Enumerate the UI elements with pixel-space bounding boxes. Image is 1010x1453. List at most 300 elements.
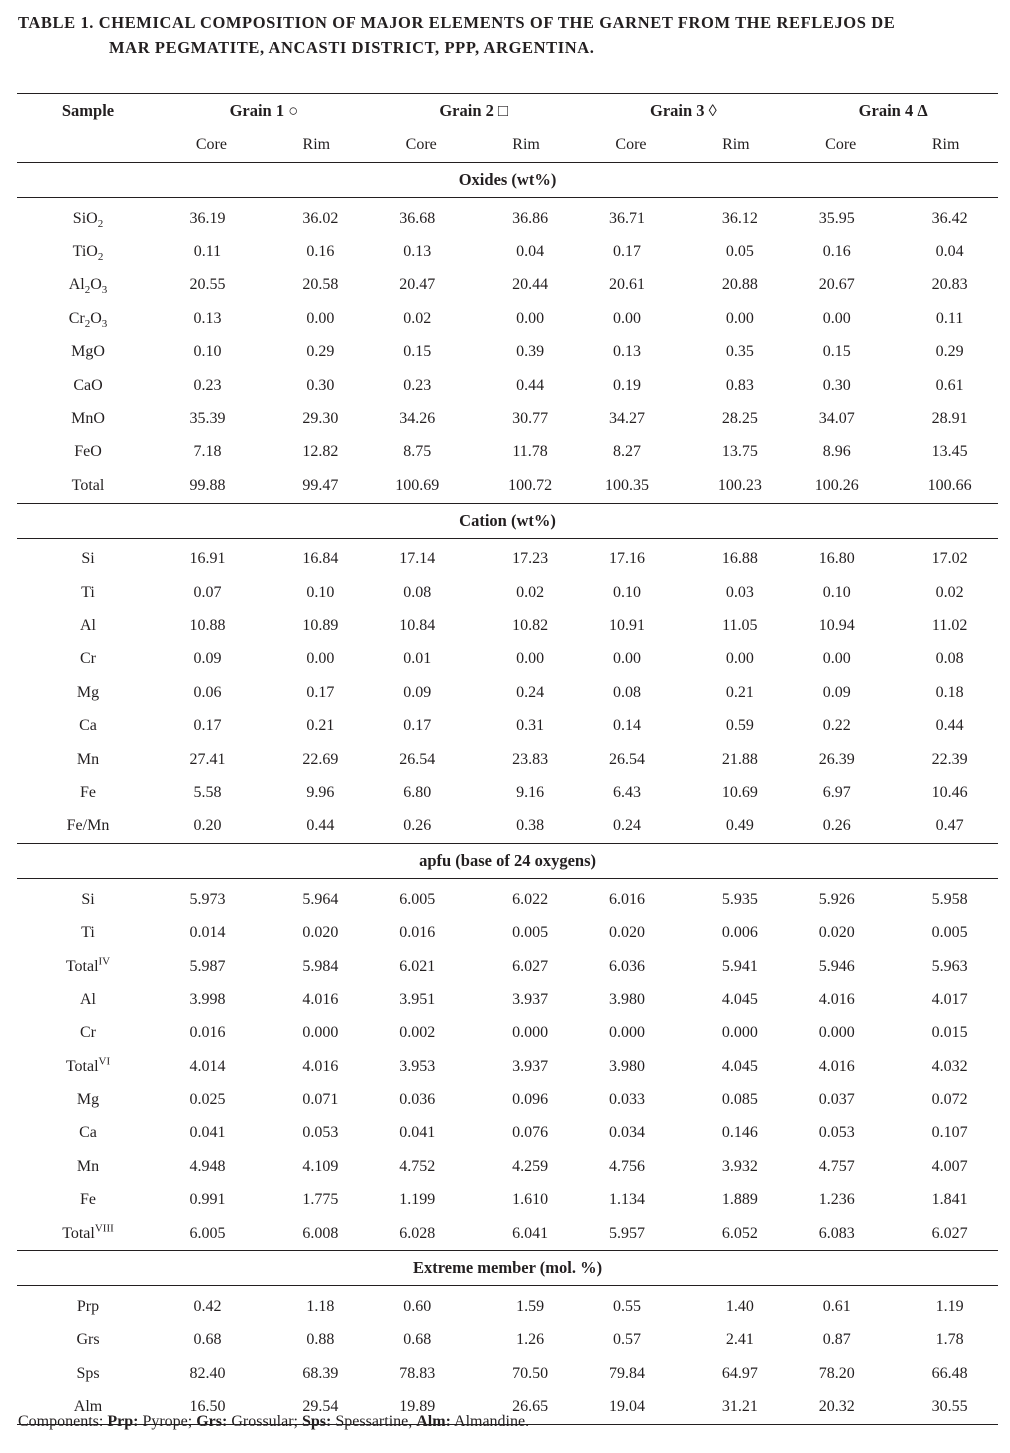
value-cell: 0.10 <box>193 343 222 361</box>
row-label: Total$^{VIII}$ <box>17 1217 159 1251</box>
value-cell: 0.61 <box>822 1298 851 1316</box>
value-cell: 0.085 <box>721 1091 758 1109</box>
value-cell: 6.027 <box>893 1217 998 1251</box>
value-cell: 6.97 <box>822 783 851 801</box>
row-label: Si <box>81 890 95 908</box>
row-label: TiO$_2$ <box>72 243 104 264</box>
value-cell: 0.071 <box>302 1091 339 1109</box>
value-cell: 6.021 <box>399 957 436 975</box>
value-cell: 4.016 <box>302 1057 339 1075</box>
value-cell: 6.083 <box>788 1217 893 1251</box>
value-cell: 0.39 <box>516 343 545 361</box>
value-cell: 0.68 <box>193 1331 222 1349</box>
value-cell: 5.964 <box>302 890 339 908</box>
value-cell: 0.31 <box>516 717 545 735</box>
value-cell: 0.000 <box>302 1024 339 1042</box>
value-cell: 36.68 <box>399 209 436 227</box>
row-label: Grs <box>76 1331 100 1349</box>
value-cell: 26.65 <box>474 1391 579 1425</box>
row-label: Mn <box>76 750 100 768</box>
value-cell: 17.02 <box>931 550 968 568</box>
table-row <box>17 1150 998 1183</box>
value-cell: 29.54 <box>264 1391 369 1425</box>
value-cell: 6.028 <box>369 1217 474 1251</box>
value-cell: 0.146 <box>721 1124 758 1142</box>
value-cell: 0.08 <box>935 650 964 668</box>
value-cell: 0.44 <box>935 717 964 735</box>
value-cell: 0.16 <box>822 243 851 261</box>
value-cell: 1.78 <box>935 1331 964 1349</box>
value-cell: 10.88 <box>189 616 226 634</box>
value-cell: 0.23 <box>193 376 222 394</box>
value-cell: 30.77 <box>512 410 549 428</box>
value-cell: 0.23 <box>403 376 432 394</box>
value-cell: 5.946 <box>818 957 855 975</box>
row-label: Ca <box>79 1124 97 1142</box>
value-cell: 6.022 <box>512 890 549 908</box>
value-cell: 0.13 <box>403 243 432 261</box>
value-cell: 0.55 <box>612 1298 641 1316</box>
table-row <box>17 1357 998 1390</box>
grain-2-header: Grain 2 □ <box>369 94 579 129</box>
value-cell: 100.66 <box>893 469 998 503</box>
value-cell: 100.35 <box>579 469 684 503</box>
row-label: Fe/Mn <box>17 810 159 844</box>
row-label: SiO$_2$ <box>72 209 104 230</box>
value-cell: 1.134 <box>608 1191 645 1209</box>
value-cell: 0.00 <box>822 309 851 327</box>
value-cell: 66.48 <box>931 1364 968 1382</box>
value-cell: 0.00 <box>306 650 335 668</box>
empty-header-cell <box>17 128 159 163</box>
table-row <box>17 269 998 302</box>
value-cell: 4.259 <box>512 1157 549 1175</box>
value-cell: 0.10 <box>612 583 641 601</box>
value-cell: 20.47 <box>399 276 436 294</box>
value-cell: 100.69 <box>369 469 474 503</box>
value-cell: 0.83 <box>725 376 754 394</box>
value-cell: 3.953 <box>399 1057 436 1075</box>
rim-header: Rim <box>893 128 998 163</box>
value-cell: 79.84 <box>608 1364 645 1382</box>
value-cell: 0.26 <box>369 810 474 844</box>
value-cell: 0.14 <box>612 717 641 735</box>
value-cell: 20.88 <box>721 276 758 294</box>
value-cell: 0.025 <box>189 1091 226 1109</box>
row-label: MgO <box>71 343 105 361</box>
value-cell: 3.980 <box>608 1057 645 1075</box>
value-cell: 0.09 <box>822 683 851 701</box>
value-cell: 0.08 <box>612 683 641 701</box>
value-cell: 5.957 <box>579 1217 684 1251</box>
footnote-name-grs: Grossular; <box>227 1413 302 1430</box>
table-row <box>17 302 998 335</box>
value-cell: 2.41 <box>725 1331 754 1349</box>
value-cell: 4.109 <box>302 1157 339 1175</box>
value-cell: 28.25 <box>721 410 758 428</box>
value-cell: 3.980 <box>608 990 645 1008</box>
value-cell: 0.006 <box>721 924 758 942</box>
value-cell: 0.09 <box>193 650 222 668</box>
value-cell: 0.15 <box>822 343 851 361</box>
value-cell: 35.39 <box>189 410 226 428</box>
value-cell: 1.59 <box>516 1298 545 1316</box>
value-cell: 0.016 <box>189 1024 226 1042</box>
value-cell: 82.40 <box>189 1364 226 1382</box>
value-cell: 0.35 <box>725 343 754 361</box>
value-cell: 0.00 <box>725 650 754 668</box>
row-label: MnO <box>71 410 105 428</box>
table-title-line-1: TABLE 1. CHEMICAL COMPOSITION OF MAJOR ELEMENTS OF THE GARNET FROM THE REFLEJOS DE <box>18 13 896 32</box>
table-row <box>17 810 998 844</box>
row-label: Si <box>81 550 95 568</box>
value-cell: 4.016 <box>818 1057 855 1075</box>
table-row <box>17 436 998 469</box>
section-header-row <box>17 163 998 198</box>
table-row <box>17 1083 998 1116</box>
value-cell: 20.44 <box>512 276 549 294</box>
value-cell: 6.052 <box>683 1217 788 1251</box>
value-cell: 10.69 <box>721 783 758 801</box>
section-header-row <box>17 844 998 879</box>
value-cell: 0.015 <box>931 1024 968 1042</box>
section-title: Oxides (wt%) <box>17 163 998 198</box>
core-header: Core <box>159 128 264 163</box>
value-cell: 0.17 <box>612 243 641 261</box>
value-cell: 0.17 <box>306 683 335 701</box>
row-label: Ti <box>81 583 95 601</box>
footnote-name-prp: Pyrope; <box>138 1413 197 1430</box>
row-label: Al <box>80 616 96 634</box>
table-row <box>17 336 998 369</box>
value-cell: 13.75 <box>721 443 758 461</box>
garnet-composition-table <box>17 93 998 1425</box>
value-cell: 68.39 <box>302 1364 339 1382</box>
footnote-abbr-sps: Sps: <box>302 1413 332 1430</box>
row-label: Sps <box>76 1364 100 1382</box>
value-cell: 21.88 <box>721 750 758 768</box>
value-cell: 6.43 <box>612 783 641 801</box>
value-cell: 29.30 <box>302 410 339 428</box>
value-cell: 34.26 <box>399 410 436 428</box>
value-cell: 20.58 <box>302 276 339 294</box>
value-cell: 10.46 <box>931 783 968 801</box>
value-cell: 1.889 <box>721 1191 758 1209</box>
value-cell: 4.032 <box>931 1057 968 1075</box>
value-cell: 5.973 <box>189 890 226 908</box>
rim-header: Rim <box>264 128 369 163</box>
value-cell: 0.44 <box>264 810 369 844</box>
value-cell: 0.21 <box>725 683 754 701</box>
row-label: Mg <box>76 1091 100 1109</box>
value-cell: 0.06 <box>193 683 222 701</box>
value-cell: 4.014 <box>189 1057 226 1075</box>
value-cell: 0.11 <box>193 243 222 261</box>
value-cell: 20.61 <box>608 276 645 294</box>
value-cell: 0.04 <box>516 243 545 261</box>
value-cell: 1.26 <box>516 1331 545 1349</box>
value-cell: 5.958 <box>931 890 968 908</box>
value-cell: 4.752 <box>399 1157 436 1175</box>
value-cell: 1.841 <box>931 1191 968 1209</box>
table-row <box>17 1017 998 1050</box>
value-cell: 0.21 <box>306 717 335 735</box>
value-cell: 36.86 <box>512 209 549 227</box>
value-cell: 3.951 <box>399 990 436 1008</box>
value-cell: 4.007 <box>931 1157 968 1175</box>
value-cell: 5.941 <box>721 957 758 975</box>
value-cell: 1.775 <box>302 1191 339 1209</box>
section-header-row <box>17 503 998 538</box>
value-cell: 6.005 <box>399 890 436 908</box>
value-cell: 1.199 <box>399 1191 436 1209</box>
value-cell: 17.14 <box>399 550 436 568</box>
value-cell: 0.10 <box>822 583 851 601</box>
value-cell: 99.88 <box>159 469 264 503</box>
value-cell: 28.91 <box>931 410 968 428</box>
value-cell: 17.16 <box>608 550 645 568</box>
value-cell: 1.18 <box>306 1298 335 1316</box>
row-label: $Cr_2O_3$ <box>68 309 108 331</box>
value-cell: 30.55 <box>893 1391 998 1425</box>
value-cell: 99.47 <box>264 469 369 503</box>
value-cell: 0.19 <box>612 376 641 394</box>
value-cell: 20.83 <box>931 276 968 294</box>
value-cell: 70.50 <box>512 1364 549 1382</box>
value-cell: 0.42 <box>193 1298 222 1316</box>
value-cell: 9.16 <box>516 783 545 801</box>
value-cell: 78.20 <box>818 1364 855 1382</box>
row-label: Ca <box>79 717 97 735</box>
value-cell: 0.02 <box>403 309 432 327</box>
value-cell: 0.68 <box>403 1331 432 1349</box>
value-cell: 17.23 <box>512 550 549 568</box>
value-cell: 34.27 <box>608 410 645 428</box>
value-cell: 100.72 <box>474 469 579 503</box>
value-cell: 5.935 <box>721 890 758 908</box>
value-cell: 0.041 <box>189 1124 226 1142</box>
value-cell: 10.84 <box>399 616 436 634</box>
value-cell: 16.80 <box>818 550 855 568</box>
value-cell: 0.16 <box>306 243 335 261</box>
row-label: Al <box>80 990 96 1008</box>
value-cell: 0.22 <box>822 717 851 735</box>
value-cell: 0.00 <box>516 650 545 668</box>
value-cell: 11.02 <box>931 616 968 634</box>
value-cell: 0.87 <box>822 1331 851 1349</box>
row-label: $Al_2O_3$ <box>68 276 108 297</box>
value-cell: 0.47 <box>893 810 998 844</box>
table-body <box>17 163 998 1425</box>
table-row <box>17 576 998 609</box>
table-row <box>17 776 998 809</box>
table-row <box>17 402 998 435</box>
row-label: Cr <box>80 1024 96 1042</box>
value-cell: 19.89 <box>369 1391 474 1425</box>
grain-4-header: Grain 4 Δ <box>788 94 998 129</box>
value-cell: 0.17 <box>193 717 222 735</box>
value-cell: 13.45 <box>931 443 968 461</box>
value-cell: 0.18 <box>935 683 964 701</box>
value-cell: 0.020 <box>608 924 645 942</box>
value-cell: 0.002 <box>399 1024 436 1042</box>
value-cell: 0.016 <box>399 924 436 942</box>
value-cell: 0.20 <box>159 810 264 844</box>
value-cell: 0.00 <box>725 309 754 327</box>
value-cell: 6.036 <box>608 957 645 975</box>
value-cell: 0.00 <box>516 309 545 327</box>
row-label: Alm <box>17 1391 159 1425</box>
table-row <box>17 469 998 503</box>
value-cell: 0.020 <box>302 924 339 942</box>
value-cell: 0.29 <box>306 343 335 361</box>
value-cell: 0.38 <box>474 810 579 844</box>
value-cell: 0.053 <box>302 1124 339 1142</box>
table-title-line-2: MAR PEGMATITE, ANCASTI DISTRICT, PPP, ARGENTINA. <box>109 38 595 57</box>
value-cell: 11.05 <box>722 616 758 634</box>
value-cell: 16.88 <box>721 550 758 568</box>
row-label: Cr <box>80 650 96 668</box>
value-cell: 0.991 <box>189 1191 226 1209</box>
value-cell: 64.97 <box>721 1364 758 1382</box>
value-cell: 4.756 <box>608 1157 645 1175</box>
value-cell: 11.78 <box>512 443 548 461</box>
value-cell: 6.016 <box>608 890 645 908</box>
value-cell: 5.963 <box>931 957 968 975</box>
grain-3-header: Grain 3 ◊ <box>579 94 789 129</box>
value-cell: 5.926 <box>818 890 855 908</box>
value-cell: 0.44 <box>516 376 545 394</box>
value-cell: 5.987 <box>189 957 226 975</box>
value-cell: 0.10 <box>306 583 335 601</box>
table-row <box>17 538 998 576</box>
value-cell: 8.75 <box>403 443 432 461</box>
value-cell: 35.95 <box>818 209 855 227</box>
value-cell: 0.01 <box>403 650 432 668</box>
value-cell: 20.55 <box>189 276 226 294</box>
footnote-abbr-grs: Grs: <box>196 1413 228 1430</box>
row-label: Ti <box>81 924 95 942</box>
value-cell: 0.15 <box>403 343 432 361</box>
value-cell: 4.017 <box>931 990 968 1008</box>
value-cell: 0.02 <box>516 583 545 601</box>
value-cell: 4.045 <box>721 1057 758 1075</box>
table-row <box>17 1324 998 1357</box>
value-cell: 31.21 <box>683 1391 788 1425</box>
table-title <box>18 10 1003 60</box>
value-cell: 0.034 <box>608 1124 645 1142</box>
value-cell: 1.236 <box>818 1191 855 1209</box>
value-cell: 27.41 <box>189 750 226 768</box>
value-cell: 0.13 <box>612 343 641 361</box>
value-cell: 36.02 <box>302 209 339 227</box>
value-cell: 10.82 <box>512 616 549 634</box>
value-cell: 0.08 <box>403 583 432 601</box>
value-cell: 6.008 <box>264 1217 369 1251</box>
core-header: Core <box>579 128 684 163</box>
value-cell: 0.00 <box>822 650 851 668</box>
value-cell: 20.67 <box>818 276 855 294</box>
value-cell: 0.24 <box>579 810 684 844</box>
value-cell: 0.29 <box>935 343 964 361</box>
rim-header: Rim <box>683 128 788 163</box>
footnote <box>18 1413 529 1431</box>
value-cell: 0.107 <box>931 1124 968 1142</box>
value-cell: 10.89 <box>302 616 339 634</box>
value-cell: 0.88 <box>306 1331 335 1349</box>
value-cell: 34.07 <box>818 410 855 428</box>
value-cell: 0.49 <box>683 810 788 844</box>
row-label: Prp <box>76 1298 100 1316</box>
value-cell: 0.005 <box>512 924 549 942</box>
value-cell: 0.26 <box>788 810 893 844</box>
value-cell: 0.17 <box>403 717 432 735</box>
core-rim-header-row <box>17 128 998 163</box>
value-cell: 3.937 <box>512 990 549 1008</box>
value-cell: 3.937 <box>512 1057 549 1075</box>
value-cell: 0.24 <box>516 683 545 701</box>
value-cell: 0.053 <box>818 1124 855 1142</box>
value-cell: 0.000 <box>608 1024 645 1042</box>
value-cell: 16.84 <box>302 550 339 568</box>
value-cell: 12.82 <box>302 443 339 461</box>
value-cell: 6.041 <box>474 1217 579 1251</box>
value-cell: 0.02 <box>935 583 964 601</box>
value-cell: 0.00 <box>306 309 335 327</box>
value-cell: 9.96 <box>306 783 335 801</box>
row-label: Total$^{IV}$ <box>65 955 111 975</box>
value-cell: 3.932 <box>721 1157 758 1175</box>
footnote-lead: Components: <box>18 1413 108 1430</box>
value-cell: 0.000 <box>721 1024 758 1042</box>
value-cell: 8.27 <box>612 443 641 461</box>
value-cell: 4.757 <box>818 1157 855 1175</box>
value-cell: 1.19 <box>935 1298 964 1316</box>
value-cell: 10.91 <box>608 616 645 634</box>
value-cell: 22.39 <box>931 750 968 768</box>
value-cell: 0.014 <box>189 924 226 942</box>
value-cell: 1.610 <box>512 1191 549 1209</box>
table-row <box>17 950 998 983</box>
row-label: FeO <box>74 443 102 461</box>
value-cell: 0.072 <box>931 1091 968 1109</box>
table-row <box>17 709 998 742</box>
core-header: Core <box>369 128 474 163</box>
value-cell: 6.027 <box>512 957 549 975</box>
value-cell: 4.016 <box>302 990 339 1008</box>
table-row <box>17 609 998 642</box>
value-cell: 0.61 <box>935 376 964 394</box>
value-cell: 4.016 <box>818 990 855 1008</box>
grain-1-header: Grain 1 ○ <box>159 94 369 129</box>
table-row <box>17 1217 998 1251</box>
value-cell: 8.96 <box>822 443 851 461</box>
table-row <box>17 916 998 949</box>
value-cell: 0.11 <box>935 309 964 327</box>
row-label: Total <box>17 469 159 503</box>
table-row <box>17 235 998 268</box>
row-label: Fe <box>80 1191 96 1209</box>
table-row <box>17 198 998 236</box>
value-cell: 4.045 <box>721 990 758 1008</box>
value-cell: 0.59 <box>725 717 754 735</box>
value-cell: 5.58 <box>193 783 222 801</box>
value-cell: 16.91 <box>189 550 226 568</box>
value-cell: 0.04 <box>935 243 964 261</box>
value-cell: 0.00 <box>612 650 641 668</box>
section-title: apfu (base of 24 oxygens) <box>17 844 998 879</box>
value-cell: 0.30 <box>306 376 335 394</box>
